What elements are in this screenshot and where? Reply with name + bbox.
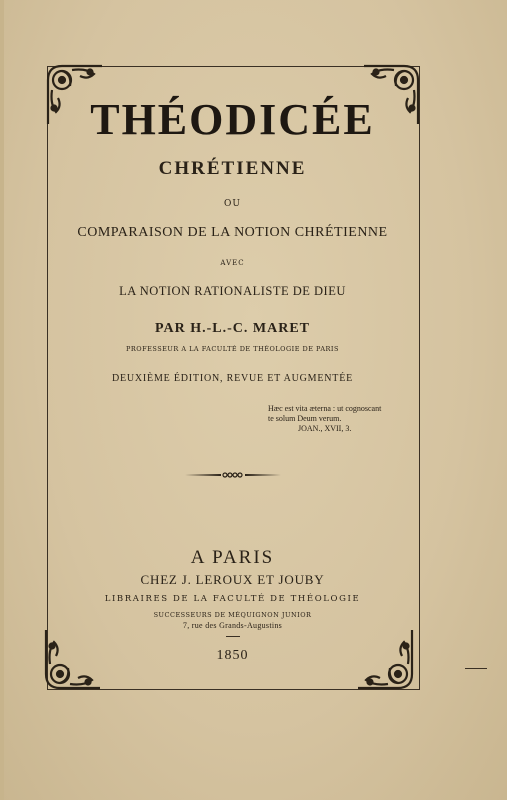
edition-statement: DEUXIÈME ÉDITION, REVUE ET AUGMENTÉE — [111, 373, 354, 384]
subtitle-rationalist: LA NOTION RATIONALISTE DE DIEU — [119, 284, 346, 298]
divider — [226, 636, 240, 637]
epigraph-citation: JOAN., XVII, 3. — [298, 424, 352, 433]
author-profession: PROFESSEUR A LA FACULTÉ DE THÉOLOGIE DE PARIS — [126, 345, 339, 353]
imprint-publisher: CHEZ J. LEROUX ET JOUBY — [140, 572, 325, 587]
epigraph-line: Hæc est vita æterna : ut cognoscant — [268, 404, 382, 413]
ornamental-rule-icon — [183, 469, 283, 481]
book-title: THÉODICÉE — [90, 95, 375, 144]
imprint-successors: SUCCESSEURS DE MÉQUIGNON JUNIOR — [153, 611, 312, 619]
conjunction-ou: OU — [224, 199, 241, 209]
conjunction-avec: AVEC — [220, 259, 245, 267]
margin-mark — [465, 668, 487, 669]
epigraph — [268, 404, 398, 434]
imprint-city: A PARIS — [190, 547, 275, 568]
epigraph-line: te solum Deum verum. — [268, 414, 342, 423]
imprint-address: 7, rue des Grands-Augustins — [182, 621, 283, 630]
imprint-booksellers: LIBRAIRES DE LA FACULTÉ DE THÉOLOGIE — [104, 594, 361, 604]
book-subtitle: CHRÉTIENNE — [158, 158, 307, 179]
subtitle-comparison: COMPARAISON DE LA NOTION CHRÉTIENNE — [77, 225, 388, 240]
page-edge — [0, 0, 4, 800]
publication-year: 1850 — [216, 648, 249, 663]
author-line: PAR H.-L.-C. MARET — [154, 321, 310, 336]
